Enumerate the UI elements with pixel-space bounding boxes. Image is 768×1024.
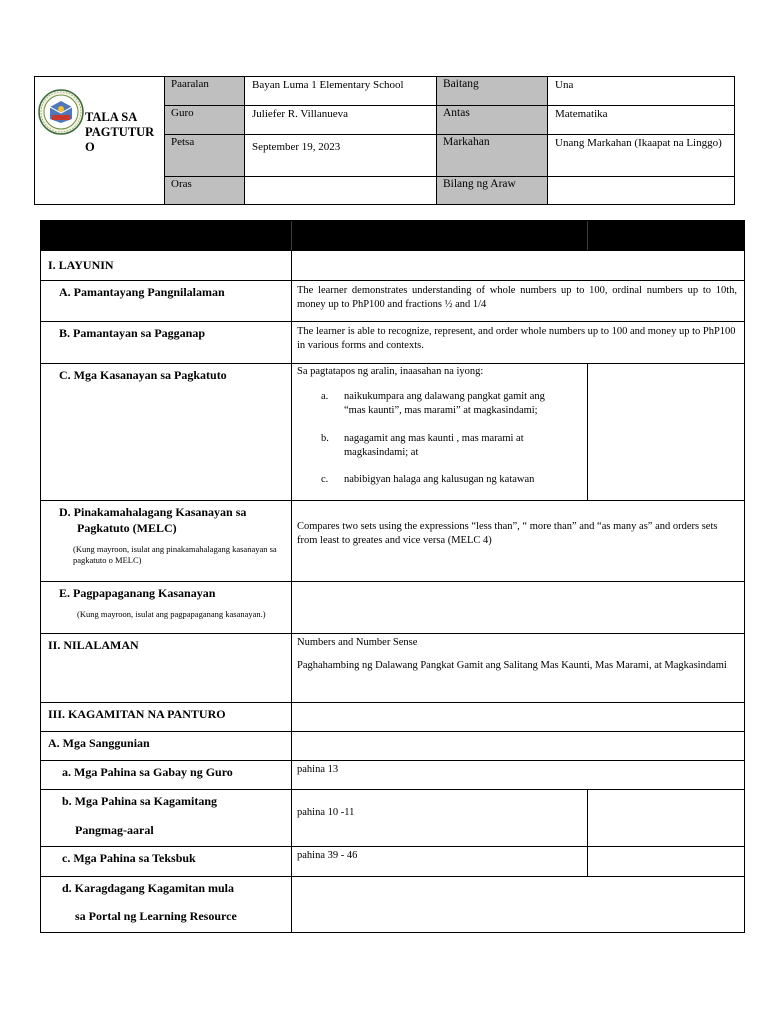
note-melc: (Kung mayroon, isulat ang pinakamahalagang kasanayan sa pagkatuto o MELC) bbox=[73, 544, 277, 565]
label-kagamitang-line1: b. Mga Pahina sa Kagamitang bbox=[62, 794, 218, 808]
value-guro: Juliefer R. Villanueva bbox=[245, 106, 437, 135]
school-seal-icon bbox=[38, 89, 84, 135]
value-kagamitang-pangmag-aaral: pahina 10 -11 bbox=[297, 807, 355, 818]
list-item: nagagamit ang mas kaunti , mas marami at magkasindami; at bbox=[344, 433, 524, 458]
row-sanggunian bbox=[41, 732, 744, 761]
label-melc-line2: Pagkatuto (MELC) bbox=[77, 521, 177, 535]
label-pagpapaganang-kasanayan: E. Pagpapaganang Kasanayan bbox=[59, 586, 216, 600]
value-baitang: Una bbox=[548, 77, 735, 106]
heading-kagamitan: III. KAGAMITAN NA PANTURO bbox=[48, 707, 226, 721]
label-kagamitang-line2: Pangmag-aaral bbox=[75, 823, 154, 837]
label-pamantayan-sa-pagganap: B. Pamantayan sa Pagganap bbox=[59, 326, 206, 340]
row-karagdagang-kagamitan bbox=[41, 877, 744, 933]
lesson-plan-table bbox=[40, 220, 745, 933]
text-pamantayan-sa-pagganap: The learner is able to recognize, represent, and order whole numbers up to 100 and money up to PhP100 in various forms and contexts. bbox=[297, 326, 736, 351]
label-paaralan: Paaralan bbox=[165, 77, 245, 106]
list-item: nabibigyan halaga ang kalusugan ng katawan bbox=[344, 474, 535, 485]
label-pamantayang-pangnilalaman: A. Pamantayang Pangnilalaman bbox=[59, 285, 225, 299]
row-pagpapaganang-kasanayan bbox=[41, 582, 744, 634]
document-title: TALA SA PAGTUTUR O bbox=[85, 110, 155, 154]
heading-sanggunian: A. Mga Sanggunian bbox=[48, 736, 150, 750]
value-teksbuk: pahina 39 - 46 bbox=[297, 850, 358, 861]
label-petsa: Petsa bbox=[165, 135, 245, 177]
value-gabay-ng-guro: pahina 13 bbox=[297, 764, 339, 775]
text-nilalaman-aralin: Paghahambing ng Dalawang Pangkat Gamit ang Salitang Mas Kaunti, Mas Marami, at Magkasindami bbox=[297, 660, 727, 671]
label-bilang-ng-araw: Bilang ng Araw bbox=[437, 177, 548, 205]
logo-title-cell bbox=[35, 77, 165, 205]
row-pamantayan-sa-pagganap bbox=[41, 322, 744, 364]
note-pagpapaganang-kasanayan: (Kung mayroon, isulat ang pagpapaganang kasanayan.) bbox=[77, 609, 266, 619]
label-guro: Guro bbox=[165, 106, 245, 135]
text-nilalaman-topic: Numbers and Number Sense bbox=[297, 637, 418, 648]
label-teksbuk: c. Mga Pahina sa Teksbuk bbox=[62, 851, 196, 865]
heading-nilalaman: II. NILALAMAN bbox=[48, 638, 139, 652]
label-melc-line1: D. Pinakamahalagang Kasanayan sa bbox=[59, 505, 247, 519]
label-oras: Oras bbox=[165, 177, 245, 205]
list-item-letter: a. bbox=[321, 391, 329, 402]
list-item: naikukumpara ang dalawang pangkat gamit ang “mas kaunti”, mas marami” at magkasindami; bbox=[344, 391, 545, 416]
value-paaralan: Bayan Luma 1 Elementary School bbox=[245, 77, 437, 106]
row-kagamitang-pangmag-aaral bbox=[41, 790, 744, 847]
label-karagdagang-line1: d. Karagdagang Kagamitan mula bbox=[62, 881, 235, 895]
text-pamantayang-pangnilalaman: The learner demonstrates understanding of whole numbers up to 100, ordinal numbers up to 10th, money up to PhP100 and fractions ½ and 1/4 bbox=[297, 285, 737, 310]
label-markahan: Markahan bbox=[437, 135, 548, 177]
label-kasanayan-sa-pagkatuto: C. Mga Kasanayan sa Pagkatuto bbox=[59, 368, 227, 382]
value-bilang-ng-araw bbox=[548, 177, 735, 205]
text-kasanayan-intro: Sa pagtatapos ng aralin, inaasahan na iyong: bbox=[297, 366, 484, 377]
row-kagamitan bbox=[41, 703, 744, 732]
row-pamantayang-pangnilalaman bbox=[41, 281, 744, 322]
row-gabay-ng-guro bbox=[41, 761, 744, 790]
label-karagdagang-line2: sa Portal ng Learning Resource bbox=[75, 909, 237, 923]
value-antas: Matematika bbox=[548, 106, 735, 135]
table-header-bar bbox=[41, 221, 744, 251]
heading-layunin: I. LAYUNIN bbox=[48, 258, 114, 272]
label-baitang: Baitang bbox=[437, 77, 548, 106]
value-petsa: September 19, 2023 bbox=[245, 135, 437, 177]
row-kasanayan-sa-pagkatuto bbox=[41, 364, 744, 501]
row-teksbuk bbox=[41, 847, 744, 877]
value-markahan: Unang Markahan (Ikaapat na Linggo) bbox=[548, 135, 735, 177]
list-item-letter: b. bbox=[321, 433, 329, 444]
label-antas: Antas bbox=[437, 106, 548, 135]
text-melc: Compares two sets using the expressions “less than”, “ more than” and “as many as” and orders sets from least to greates and vice versa (MELC 4) bbox=[297, 521, 718, 546]
row-melc bbox=[41, 501, 744, 582]
label-gabay-ng-guro: a. Mga Pahina sa Gabay ng Guro bbox=[62, 765, 233, 779]
value-oras bbox=[245, 177, 437, 205]
list-item-letter: c. bbox=[321, 474, 329, 485]
row-layunin bbox=[41, 251, 744, 281]
row-nilalaman bbox=[41, 634, 744, 703]
header-table bbox=[34, 76, 735, 205]
